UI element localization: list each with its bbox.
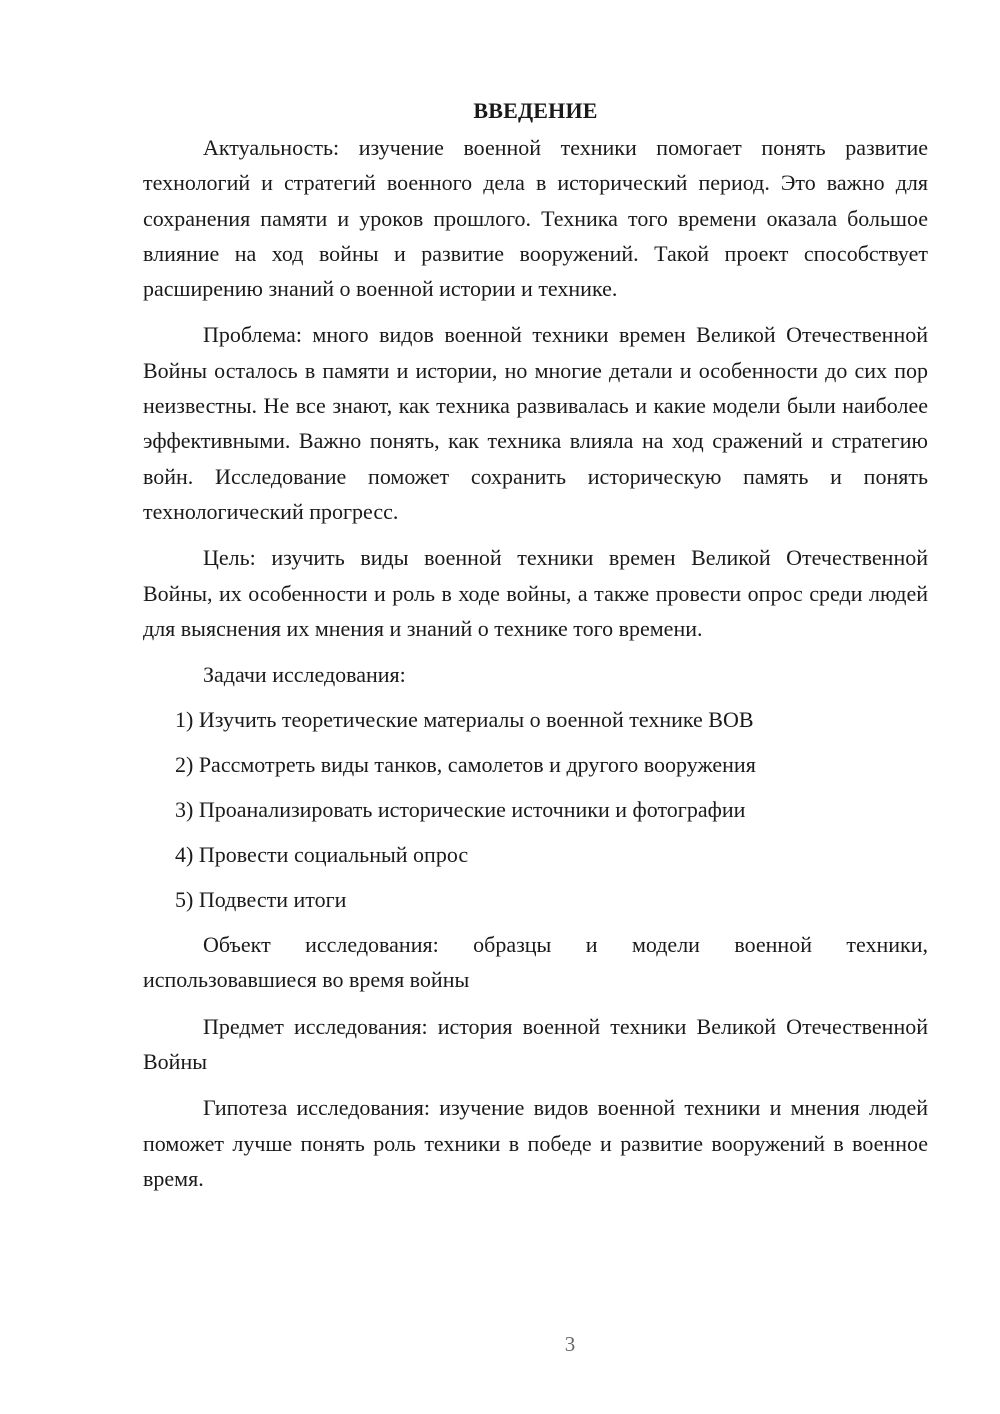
task-item: 1) Изучить теоретические материалы о военной технике ВОВ bbox=[175, 707, 754, 733]
tasks-list bbox=[143, 702, 928, 917]
task-item: 2) Рассмотреть виды танков, самолетов и другого вооружения bbox=[175, 752, 756, 778]
page-title: ВВЕДЕНИЕ bbox=[473, 98, 598, 123]
task-item: 5) Подвести итоги bbox=[175, 887, 347, 913]
relevance-paragraph: Актуальность: изучение военной техники помогает понять развитие технологий и стратегий военного дела в исторический период. Это важно для сохранения памяти и уроков прошлого. Техника того времени оказала большое влияние на ход войны и развитие вооружений. Такой проект способствует расширению знаний о военной истории и технике. bbox=[143, 135, 928, 302]
task-item: 3) Проанализировать исторические источники и фотографии bbox=[175, 797, 746, 823]
task-item: 4) Провести социальный опрос bbox=[175, 842, 469, 868]
document-page bbox=[143, 96, 928, 1207]
object-paragraph: Объект исследования: образцы и модели военной техники, использовавшиеся во время войны bbox=[143, 932, 928, 993]
goal-paragraph: Цель: изучить виды военной техники времен Великой Отечественной Войны, их особенности и роль в ходе войны, а также провести опрос среди людей для выяснения их мнения и знаний о технике того времени. bbox=[143, 545, 928, 641]
page-number: 3 bbox=[564, 1332, 576, 1356]
tasks-heading: Задачи исследования: bbox=[203, 662, 406, 688]
hypothesis-paragraph: Гипотеза исследования: изучение видов военной техники и мнения людей поможет лучше понять роль техники в победе и развитие вооружений в военное время. bbox=[143, 1095, 928, 1191]
subject-paragraph: Предмет исследования: история военной техники Великой Отечественной Войны bbox=[143, 1013, 928, 1075]
problem-paragraph: Проблема: много видов военной техники времен Великой Отечественной Войны осталось в памяти и истории, но многие детали и особенности до сих пор неизвестны. Не все знают, как техника развивалась и какие модели были наиболее эффективными. Важно понять, как техника влияла на ход сражений и стратегию войн. Исследование поможет сохранить историческую память и понять технологический прогресс. bbox=[143, 322, 928, 524]
